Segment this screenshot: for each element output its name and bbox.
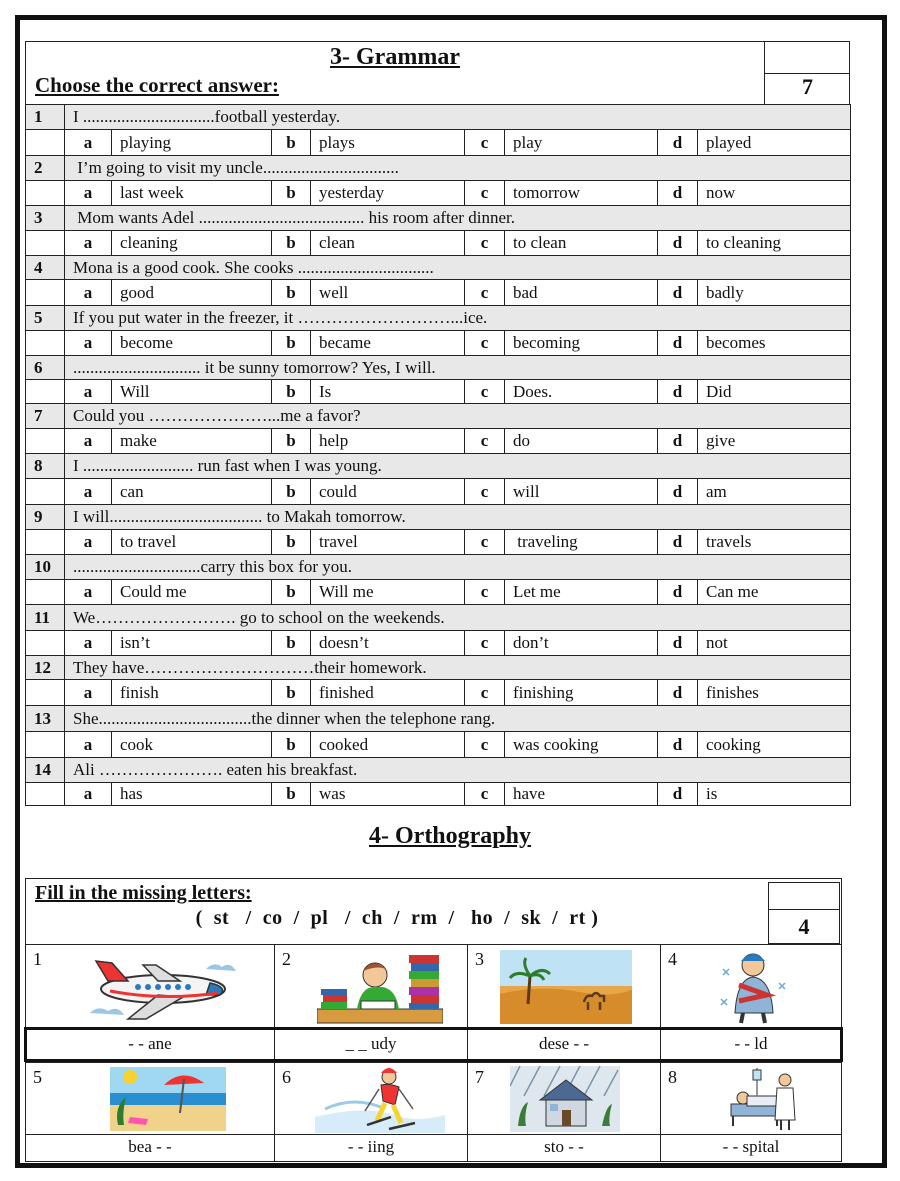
- word-blank: _ _ udy: [274, 1027, 467, 1062]
- question-text: I will.................................... to Makah tomorrow.: [65, 505, 851, 530]
- option-letter-c[interactable]: c: [465, 680, 505, 706]
- option-c[interactable]: do: [505, 429, 658, 454]
- option-b[interactable]: plays: [311, 130, 465, 156]
- question-text: I ...............................football yesterday.: [65, 105, 851, 130]
- question-number: 1: [26, 105, 65, 130]
- options-spacer: [26, 631, 65, 656]
- option-letter-b[interactable]: b: [272, 231, 311, 256]
- word-blank: sto - -: [467, 1134, 660, 1161]
- option-d[interactable]: cooking: [698, 732, 851, 758]
- option-d[interactable]: Can me: [698, 580, 851, 605]
- option-d[interactable]: is: [698, 783, 851, 806]
- option-b[interactable]: help: [311, 429, 465, 454]
- picture-cell: [467, 944, 660, 1027]
- option-letter-d[interactable]: d: [658, 580, 698, 605]
- option-d[interactable]: not: [698, 631, 851, 656]
- cold-person-picture: [717, 949, 789, 1025]
- question-text: They have…………………………their homework.: [65, 656, 851, 680]
- option-letter-d[interactable]: d: [658, 130, 698, 156]
- question-row: [26, 356, 851, 380]
- options-row: [26, 380, 851, 404]
- option-letter-b[interactable]: b: [272, 181, 311, 206]
- option-a[interactable]: become: [112, 331, 272, 356]
- options-row: [26, 231, 851, 256]
- options-spacer: [26, 530, 65, 555]
- option-letter-a[interactable]: a: [65, 732, 112, 758]
- options-spacer: [26, 130, 65, 156]
- option-c[interactable]: Does.: [505, 380, 658, 404]
- options-spacer: [26, 231, 65, 256]
- word-blank: - - iing: [274, 1134, 467, 1161]
- option-letter-a[interactable]: a: [65, 580, 112, 605]
- question-text: Mom wants Adel ....................................... his room after dinner.: [65, 206, 851, 231]
- question-number: 3: [26, 206, 65, 231]
- options-spacer: [26, 429, 65, 454]
- option-letter-c[interactable]: c: [465, 331, 505, 356]
- option-c[interactable]: becoming: [505, 331, 658, 356]
- option-letter-a[interactable]: a: [65, 530, 112, 555]
- item-number: 7: [475, 1067, 484, 1087]
- options-row: [26, 130, 851, 156]
- question-text: I .......................... run fast when I was young.: [65, 454, 851, 479]
- options-row: [26, 331, 851, 356]
- option-letter-c[interactable]: c: [465, 181, 505, 206]
- grammar-header: [25, 41, 850, 104]
- item-number: 2: [282, 949, 291, 969]
- picture-grid: [26, 944, 841, 1161]
- option-c[interactable]: tomorrow: [505, 181, 658, 206]
- option-letter-d[interactable]: d: [658, 231, 698, 256]
- question-number: 14: [26, 758, 65, 783]
- option-b[interactable]: finished: [311, 680, 465, 706]
- option-a[interactable]: isn’t: [112, 631, 272, 656]
- question-number: 4: [26, 256, 65, 280]
- options-spacer: [26, 680, 65, 706]
- option-b[interactable]: could: [311, 479, 465, 505]
- skier-picture: [315, 1065, 445, 1133]
- question-text: We……………………. go to school on the weekends.: [65, 605, 851, 631]
- option-b[interactable]: Will me: [311, 580, 465, 605]
- options-spacer: [26, 380, 65, 404]
- option-b[interactable]: doesn’t: [311, 631, 465, 656]
- question-row: [26, 706, 851, 732]
- question-number: 13: [26, 706, 65, 732]
- question-text: .............................. it be sunny tomorrow? Yes, I will.: [65, 356, 851, 380]
- question-text: I’m going to visit my uncle................................: [65, 156, 851, 181]
- orthography-box: [25, 878, 842, 1162]
- options-row: [26, 479, 851, 505]
- options-spacer: [26, 580, 65, 605]
- option-letter-a[interactable]: a: [65, 631, 112, 656]
- option-b[interactable]: travel: [311, 530, 465, 555]
- option-letter-c[interactable]: c: [465, 530, 505, 555]
- item-number: 8: [668, 1067, 677, 1087]
- option-d[interactable]: finishes: [698, 680, 851, 706]
- options-spacer: [26, 181, 65, 206]
- question-row: [26, 105, 851, 130]
- option-letter-b[interactable]: b: [272, 580, 311, 605]
- orthography-score: 4: [798, 914, 810, 939]
- option-b[interactable]: became: [311, 331, 465, 356]
- option-letter-a[interactable]: a: [65, 380, 112, 404]
- options-row: [26, 732, 851, 758]
- question-row: [26, 505, 851, 530]
- option-letter-d[interactable]: d: [658, 783, 698, 806]
- grammar-instruction: Choose the correct answer:: [35, 73, 279, 97]
- option-letter-c[interactable]: c: [465, 280, 505, 306]
- question-text: If you put water in the freezer, it ………………………...ice.: [65, 306, 851, 331]
- option-d[interactable]: now: [698, 181, 851, 206]
- option-c[interactable]: have: [505, 783, 658, 806]
- hospital-picture: [727, 1066, 799, 1132]
- storm-house-picture: [510, 1066, 620, 1132]
- option-letter-b[interactable]: b: [272, 331, 311, 356]
- option-letter-a[interactable]: a: [65, 783, 112, 806]
- option-a[interactable]: Could me: [112, 580, 272, 605]
- option-d[interactable]: to cleaning: [698, 231, 851, 256]
- item-number: 6: [282, 1067, 291, 1087]
- option-letter-c[interactable]: c: [465, 631, 505, 656]
- options-row: [26, 429, 851, 454]
- option-c[interactable]: bad: [505, 280, 658, 306]
- options-row: [26, 530, 851, 555]
- option-c[interactable]: don’t: [505, 631, 658, 656]
- option-a[interactable]: cleaning: [112, 231, 272, 256]
- option-letter-d[interactable]: d: [658, 280, 698, 306]
- question-number: 7: [26, 404, 65, 429]
- option-letter-d[interactable]: d: [658, 380, 698, 404]
- option-letter-b[interactable]: b: [272, 631, 311, 656]
- option-letter-b[interactable]: b: [272, 732, 311, 758]
- question-row: [26, 206, 851, 231]
- option-letter-d[interactable]: d: [658, 181, 698, 206]
- option-a[interactable]: can: [112, 479, 272, 505]
- question-text: Ali …………………. eaten his breakfast.: [65, 758, 851, 783]
- picture-cell: [467, 1062, 660, 1134]
- option-b[interactable]: clean: [311, 231, 465, 256]
- question-row: [26, 256, 851, 280]
- picture-cell: [26, 944, 274, 1027]
- options-spacer: [26, 280, 65, 306]
- orthography-title: 4- Orthography: [369, 823, 531, 849]
- option-letter-d[interactable]: d: [658, 530, 698, 555]
- options-spacer: [26, 783, 65, 806]
- option-b[interactable]: cooked: [311, 732, 465, 758]
- grammar-score: 7: [802, 74, 813, 99]
- question-row: [26, 605, 851, 631]
- question-row: [26, 454, 851, 479]
- option-c[interactable]: will: [505, 479, 658, 505]
- option-c[interactable]: finishing: [505, 680, 658, 706]
- picture-cell: [26, 1062, 274, 1134]
- question-row: [26, 656, 851, 680]
- options-row: [26, 181, 851, 206]
- picture-cell: [274, 944, 467, 1027]
- option-d[interactable]: becomes: [698, 331, 851, 356]
- item-number: 3: [475, 949, 484, 969]
- option-letter-a[interactable]: a: [65, 130, 112, 156]
- option-letter-d[interactable]: d: [658, 479, 698, 505]
- option-c[interactable]: traveling: [505, 530, 658, 555]
- option-letter-d[interactable]: d: [658, 331, 698, 356]
- question-number: 2: [26, 156, 65, 181]
- orthography-instruction: Fill in the missing letters:: [35, 882, 252, 904]
- options-spacer: [26, 479, 65, 505]
- question-number: 8: [26, 454, 65, 479]
- option-b[interactable]: well: [311, 280, 465, 306]
- option-letter-d[interactable]: d: [658, 631, 698, 656]
- option-a[interactable]: to travel: [112, 530, 272, 555]
- picture-cell: [660, 944, 841, 1027]
- option-a[interactable]: last week: [112, 181, 272, 206]
- question-text: Mona is a good cook. She cooks ................................: [65, 256, 851, 280]
- picture-cell: [660, 1062, 841, 1134]
- option-d[interactable]: badly: [698, 280, 851, 306]
- options-spacer: [26, 331, 65, 356]
- option-letter-a[interactable]: a: [65, 280, 112, 306]
- question-number: 5: [26, 306, 65, 331]
- option-letter-c[interactable]: c: [465, 231, 505, 256]
- question-number: 9: [26, 505, 65, 530]
- airplane-picture: [88, 951, 238, 1023]
- option-letter-a[interactable]: a: [65, 479, 112, 505]
- option-letter-b[interactable]: b: [272, 280, 311, 306]
- options-row: [26, 783, 851, 806]
- option-c[interactable]: to clean: [505, 231, 658, 256]
- question-number: 6: [26, 356, 65, 380]
- option-d[interactable]: give: [698, 429, 851, 454]
- item-number: 4: [668, 949, 677, 969]
- desert-picture: [500, 950, 632, 1024]
- option-letter-d[interactable]: d: [658, 680, 698, 706]
- question-row: [26, 404, 851, 429]
- question-text: Could you …………………...me a favor?: [65, 404, 851, 429]
- option-a[interactable]: has: [112, 783, 272, 806]
- option-b[interactable]: yesterday: [311, 181, 465, 206]
- question-number: 12: [26, 656, 65, 680]
- question-text: She....................................the dinner when the telephone rang.: [65, 706, 851, 732]
- grammar-score-box: [764, 42, 850, 105]
- options-row: [26, 631, 851, 656]
- option-d[interactable]: travels: [698, 530, 851, 555]
- picture-cell: [274, 1062, 467, 1134]
- option-letter-a[interactable]: a: [65, 331, 112, 356]
- item-number: 1: [33, 949, 42, 969]
- option-letter-d[interactable]: d: [658, 429, 698, 454]
- option-letter-a[interactable]: a: [65, 429, 112, 454]
- option-letter-b[interactable]: b: [272, 479, 311, 505]
- option-b[interactable]: was: [311, 783, 465, 806]
- question-number: 10: [26, 555, 65, 580]
- option-letter-b[interactable]: b: [272, 429, 311, 454]
- option-letter-c[interactable]: c: [465, 783, 505, 806]
- option-d[interactable]: played: [698, 130, 851, 156]
- option-a[interactable]: playing: [112, 130, 272, 156]
- options-row: [26, 680, 851, 706]
- option-letter-c[interactable]: c: [465, 380, 505, 404]
- option-letter-b[interactable]: b: [272, 380, 311, 404]
- option-letter-b[interactable]: b: [272, 130, 311, 156]
- word-blank: dese - -: [467, 1027, 660, 1062]
- options-row: [26, 280, 851, 306]
- option-a[interactable]: finish: [112, 680, 272, 706]
- question-number: 11: [26, 605, 65, 631]
- studying-child-picture: [317, 949, 443, 1025]
- question-row: [26, 306, 851, 331]
- option-letter-d[interactable]: d: [658, 732, 698, 758]
- word-blank: - - ld: [660, 1027, 841, 1062]
- question-row: [26, 555, 851, 580]
- option-letter-a[interactable]: a: [65, 231, 112, 256]
- options-spacer: [26, 732, 65, 758]
- options-row: [26, 580, 851, 605]
- option-a[interactable]: good: [112, 280, 272, 306]
- option-letter-c[interactable]: c: [465, 429, 505, 454]
- option-letter-b[interactable]: b: [272, 680, 311, 706]
- question-row: [26, 156, 851, 181]
- option-a[interactable]: make: [112, 429, 272, 454]
- word-blank: - - ane: [26, 1027, 274, 1062]
- option-letter-c[interactable]: c: [465, 580, 505, 605]
- beach-picture: [110, 1067, 226, 1131]
- item-number: 5: [33, 1067, 42, 1087]
- option-c[interactable]: play: [505, 130, 658, 156]
- question-row: [26, 758, 851, 783]
- option-letter-c[interactable]: c: [465, 732, 505, 758]
- word-blank: bea - -: [26, 1134, 274, 1161]
- option-letter-c[interactable]: c: [465, 479, 505, 505]
- option-letter-a[interactable]: a: [65, 181, 112, 206]
- option-d[interactable]: Did: [698, 380, 851, 404]
- word-blank: - - spital: [660, 1134, 841, 1161]
- option-c[interactable]: was cooking: [505, 732, 658, 758]
- grammar-title: 3- Grammar: [330, 44, 460, 70]
- option-c[interactable]: Let me: [505, 580, 658, 605]
- option-d[interactable]: am: [698, 479, 851, 505]
- option-letter-c[interactable]: c: [465, 130, 505, 156]
- option-letter-b[interactable]: b: [272, 530, 311, 555]
- option-b[interactable]: Is: [311, 380, 465, 404]
- orthography-score-box: [768, 882, 840, 944]
- letter-choices: ( st / co / pl / ch / rm / ho / sk / rt ): [195, 907, 599, 929]
- question-text: ..............................carry this box for you.: [65, 555, 851, 580]
- option-a[interactable]: Will: [112, 380, 272, 404]
- option-letter-a[interactable]: a: [65, 680, 112, 706]
- option-a[interactable]: cook: [112, 732, 272, 758]
- grammar-table: [25, 104, 851, 806]
- option-letter-b[interactable]: b: [272, 783, 311, 806]
